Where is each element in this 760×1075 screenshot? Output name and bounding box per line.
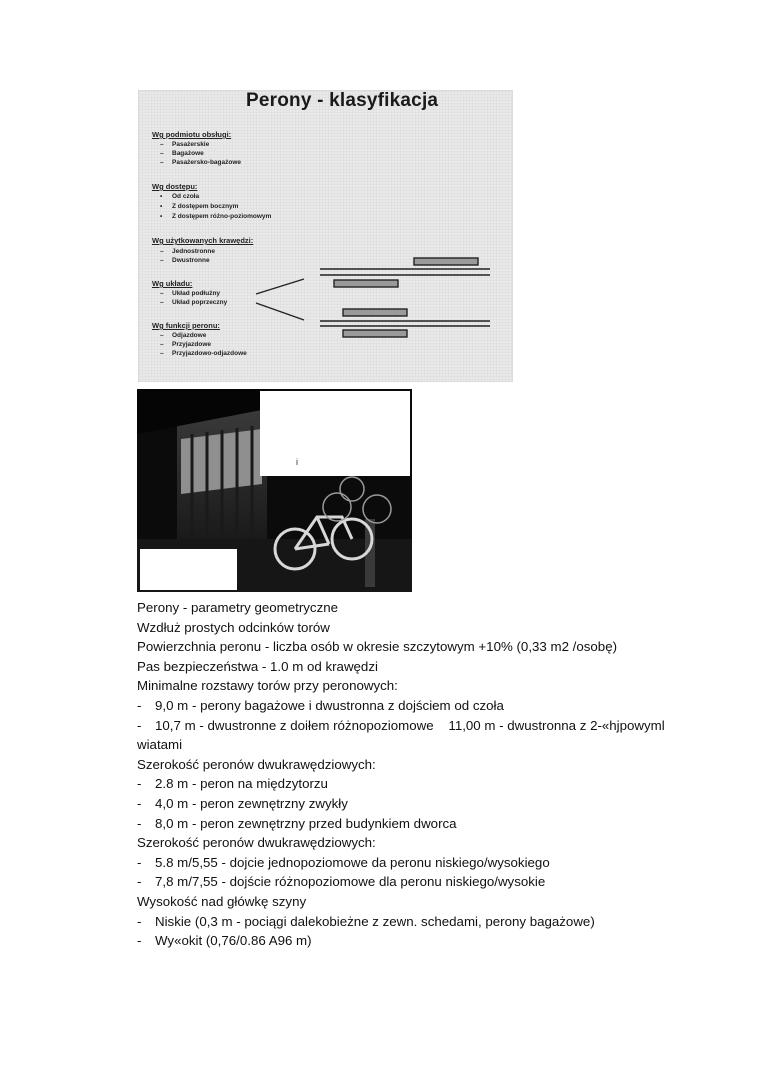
list-item: - 10,7 m - dwustronne z doiłem różnopoziomowe 11,00 m - dwustronna z 2-«hjpowyml	[137, 717, 665, 733]
subheading: Wysokość nad główkę szyny	[137, 893, 307, 909]
platform-rect	[414, 258, 478, 265]
section-heading-function: Wg funkcji peronu:	[152, 321, 220, 330]
list-item: – Bagażowe	[160, 150, 204, 157]
platform-rect	[334, 280, 398, 287]
list-item: • Z dostępem bocznym	[160, 203, 239, 210]
list-item: – Przyjazdowo-odjazdowe	[160, 350, 247, 357]
classification-slide-image	[138, 90, 513, 382]
pointer-line	[256, 279, 304, 294]
subheading: Szerokość peronów dwukrawędziowych:	[137, 756, 376, 772]
section-heading-operator: Wg podmiotu obsługi:	[152, 130, 232, 139]
list-item: - 5.8 m/5,55 - dojcie jednopoziomowe da peronu niskiego/wysokiego	[137, 854, 550, 870]
subheading: Szerokość peronów dwukrawędziowych:	[137, 835, 376, 851]
list-item: – Pasażersko-bagażowe	[160, 159, 242, 166]
section-heading-edges: Wg użytkowanych krawędzi:	[152, 236, 254, 245]
body-text	[137, 598, 737, 951]
section-heading-layout: Wg układu:	[152, 279, 193, 288]
list-item: - 9,0 m - perony bagażowe i dwustronna z dojściem od czoła	[137, 697, 504, 713]
list-item: – Dwustronne	[160, 257, 210, 264]
photo-illustration	[137, 389, 412, 592]
list-item: • Z dostępem różno-poziomowym	[160, 213, 272, 220]
list-item: – Odjazdowe	[160, 332, 207, 339]
list-item: • Od czoła	[160, 193, 200, 200]
text-line: wiatami	[137, 737, 183, 753]
platform-photo	[137, 389, 412, 592]
list-item: – Jednostronne	[160, 248, 215, 255]
list-item: - 8,0 m - peron zewnętrzny przed budynkiem dworca	[137, 815, 457, 831]
list-item: – Układ podłużny	[160, 290, 221, 297]
list-item: - Wy«okit (0,76/0.86 A96 m)	[137, 933, 312, 949]
list-item: – Przyjazdowe	[160, 341, 212, 348]
list-item: – Układ poprzeczny	[160, 299, 228, 306]
text-line: Pas bezpieczeństwa - 1.0 m od krawędzi	[137, 658, 378, 674]
list-item: - Niskie (0,3 m - pociągi dalekobieżne z zewn. schedami, perony bagażowe)	[137, 913, 595, 929]
list-item: - 4,0 m - peron zewnętrzny zwykły	[137, 795, 348, 811]
list-item: – Pasażerskie	[160, 141, 210, 148]
pointer-line	[256, 303, 304, 320]
list-item: - 7,8 m/7,55 - dojście różnopoziomowe dla peronu niskiego/wysokie	[137, 874, 546, 890]
text-line: Wzdłuż prostych odcinków torów	[137, 619, 330, 635]
platform-rect	[343, 330, 407, 337]
photo-caption-mark: i	[296, 457, 298, 467]
text-line: Powierzchnia peronu - liczba osób w okresie szczytowym +10% (0,33 m2 /osobę)	[137, 639, 618, 655]
text-line: Minimalne rozstawy torów przy peronowych:	[137, 678, 398, 694]
platform-rect	[343, 309, 407, 316]
section-heading-access: Wg dostępu:	[152, 182, 198, 191]
list-item: - 2.8 m - peron na międzytorzu	[137, 776, 328, 792]
slide-title: Perony - klasyfikacja	[246, 90, 439, 111]
section-title: Perony - parametry geometryczne	[137, 600, 339, 615]
platform-layout-diagram	[138, 90, 513, 382]
